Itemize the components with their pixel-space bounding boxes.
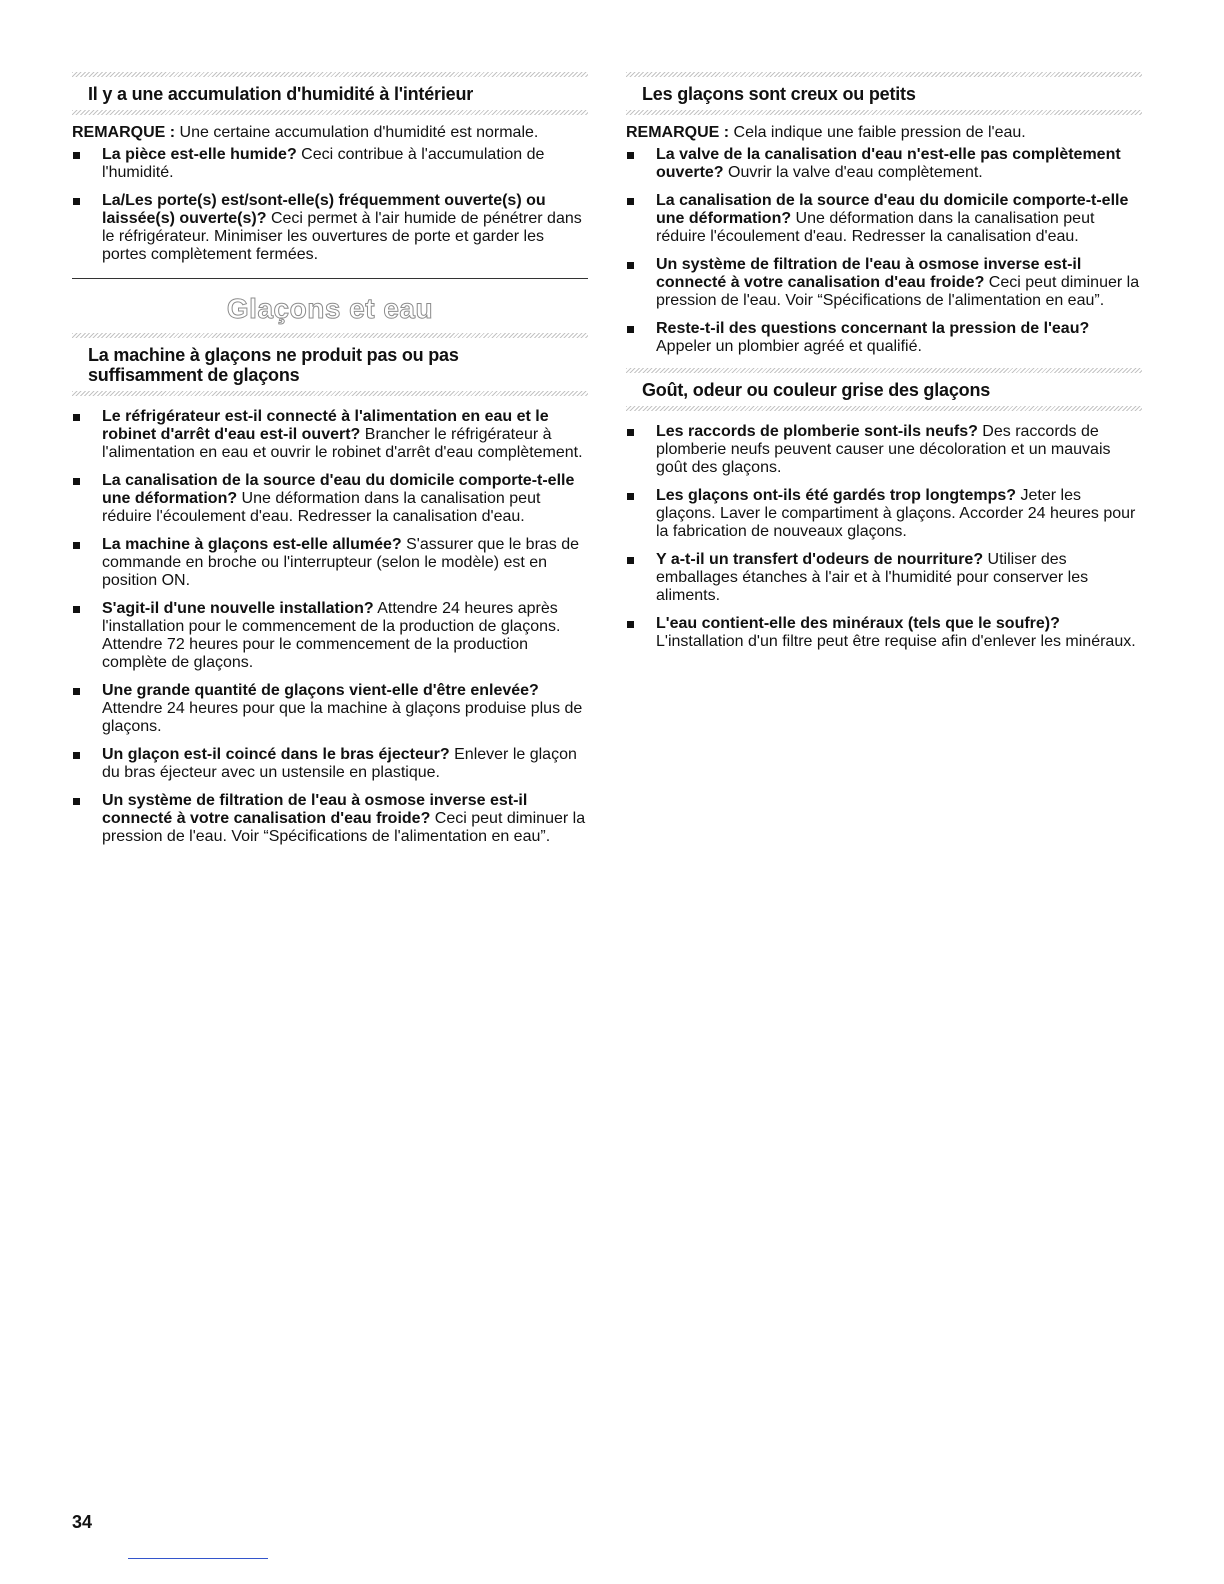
list-item: [72, 146, 588, 182]
bullet-icon: [627, 152, 634, 159]
item-question: Y a-t-il un transfert d'odeurs de nourriture?: [656, 551, 984, 568]
bullet-icon: [627, 429, 634, 436]
item-answer: Ceci peut diminuer la pression de l'eau. Voir “Spécifications de l'alimentation en eau”.: [102, 810, 586, 845]
item-answer: Jeter les glaçons. Laver le compartiment à glaçons. Accorder 24 heures pour la fabrication de nouveaux glaçons.: [656, 487, 1136, 540]
list-item: [72, 682, 588, 736]
hatch-rule-bottom: [626, 406, 1142, 411]
item-question: La pièce est-elle humide?: [102, 146, 297, 163]
page-number: 34: [72, 1512, 93, 1532]
item-question: Les glaçons ont-ils été gardés trop longtemps?: [656, 487, 1017, 504]
item-answer: Des raccords de plomberie neufs peuvent causer une décoloration et un mauvais goût des glaçons.: [656, 423, 1111, 476]
list-item: [72, 792, 588, 846]
bullet-icon: [73, 152, 80, 159]
item-list: [72, 146, 588, 264]
remark-text: Une certaine accumulation d'humidité est normale.: [175, 124, 539, 141]
item-answer: Attendre 24 heures pour que la machine à glaçons produise plus de glaçons.: [102, 700, 583, 735]
section-header-taste-odor: [626, 368, 1142, 411]
bullet-icon: [627, 198, 634, 205]
bullet-icon: [627, 493, 634, 500]
remark: [72, 123, 588, 142]
item-answer: Ceci permet à l'air humide de pénétrer dans le réfrigérateur. Minimiser les ouvertures de porte et garder les portes complètement fermées.: [102, 210, 582, 263]
item-answer: Enlever le glaçon du bras éjecteur avec un ustensile en plastique.: [102, 746, 577, 781]
list-item: [626, 320, 1142, 356]
item-question: S'agit-il d'une nouvelle installation?: [102, 600, 374, 617]
bullet-icon: [73, 478, 80, 485]
list-item: [626, 423, 1142, 477]
item-answer: Une déformation dans la canalisation peut réduire l'écoulement d'eau. Redresser la canalisation d'eau.: [102, 490, 541, 525]
bullet-icon: [73, 606, 80, 613]
bullet-icon: [627, 621, 634, 628]
section-title: Les glaçons sont creux ou petits: [642, 84, 916, 104]
right-column: [626, 0, 1142, 661]
item-question: Un système de filtration de l'eau à osmose inverse est-il connecté à votre canalisation d'eau froide?: [656, 256, 1082, 291]
section-header-hollow-cubes: [626, 72, 1142, 115]
bullet-icon: [73, 542, 80, 549]
bullet-icon: [627, 262, 634, 269]
bullet-icon: [627, 557, 634, 564]
list-item: [72, 536, 588, 590]
item-question: La/Les porte(s) est/sont-elle(s) fréquemment ouverte(s) ou laissée(s) ouverte(s)?: [102, 192, 546, 227]
item-question: L'eau contient-elle des minéraux (tels que le soufre)?: [656, 615, 1060, 632]
bullet-icon: [627, 326, 634, 333]
item-list: [626, 423, 1142, 651]
section-title: Goût, odeur ou couleur grise des glaçons: [642, 380, 991, 400]
item-question: La canalisation de la source d'eau du domicile comporte-t-elle une déformation?: [656, 192, 1129, 227]
bullet-icon: [73, 798, 80, 805]
section-header-humidity: [72, 72, 588, 115]
remark: [626, 123, 1142, 142]
footer-rule: [128, 1558, 268, 1559]
item-answer: Brancher le réfrigérateur à l'alimentation en eau et ouvrir le robinet d'arrêt d'eau complètement.: [102, 426, 583, 461]
section-title: Il y a une accumulation d'humidité à l'intérieur: [88, 84, 474, 104]
item-question: Reste-t-il des questions concernant la pression de l'eau?: [656, 320, 1090, 337]
list-item: [72, 408, 588, 462]
item-answer: Ceci peut diminuer la pression de l'eau. Voir “Spécifications de l'alimentation en eau”.: [656, 274, 1140, 309]
list-item: [72, 472, 588, 526]
section-header-ice-maker: [72, 333, 588, 396]
list-item: [72, 600, 588, 672]
item-answer: S'assurer que le bras de commande en broche ou l'interrupteur (selon le modèle) est en position ON.: [102, 536, 580, 589]
list-item: [626, 192, 1142, 246]
item-question: Le réfrigérateur est-il connecté à l'alimentation en eau et le robinet d'arrêt d'eau est-il ouvert?: [102, 408, 549, 443]
item-question: Un système de filtration de l'eau à osmose inverse est-il connecté à votre canalisation d'eau froide?: [102, 792, 528, 827]
item-answer: Ceci contribue à l'accumulation de l'humidité.: [102, 146, 545, 181]
list-item: [626, 615, 1142, 651]
list-item: [626, 487, 1142, 541]
item-answer: Appeler un plombier agréé et qualifié.: [656, 338, 922, 355]
item-answer: Ouvrir la valve d'eau complètement.: [723, 164, 983, 181]
item-list: [72, 408, 588, 846]
item-answer: Une déformation dans la canalisation peut réduire l'écoulement d'eau. Redresser la canalisation d'eau.: [656, 210, 1095, 245]
bullet-icon: [73, 414, 80, 421]
item-question: Un glaçon est-il coincé dans le bras éjecteur?: [102, 746, 450, 763]
item-question: La canalisation de la source d'eau du domicile comporte-t-elle une déformation?: [102, 472, 575, 507]
list-item: [626, 146, 1142, 182]
hatch-rule-bottom: [72, 110, 588, 115]
remark-text: Cela indique une faible pression de l'eau.: [729, 124, 1026, 141]
item-question: La valve de la canalisation d'eau n'est-elle pas complètement ouverte?: [656, 146, 1121, 181]
item-list: [626, 146, 1142, 356]
bullet-icon: [73, 198, 80, 205]
hatch-rule-bottom: [72, 391, 588, 396]
hatch-rule-bottom: [626, 110, 1142, 115]
item-answer: Utiliser des emballages étanches à l'air et à l'humidité pour conserver les aliments.: [656, 551, 1089, 604]
bullet-icon: [73, 752, 80, 759]
remark-label: REMARQUE :: [72, 124, 176, 141]
section-title: La machine à glaçons ne produit pas ou pas suffisamment de glaçons: [88, 345, 459, 385]
bullet-icon: [73, 688, 80, 695]
list-item: [626, 551, 1142, 605]
item-answer: L'installation d'un filtre peut être requise afin d'enlever les minéraux.: [656, 633, 1136, 650]
list-item: [626, 256, 1142, 310]
item-question: Les raccords de plomberie sont-ils neufs?: [656, 423, 978, 440]
chapter-title: Glaçons et eau: [226, 293, 434, 324]
list-item: [72, 746, 588, 782]
list-item: [72, 192, 588, 264]
item-answer: Attendre 24 heures après l'installation pour le commencement de la production de glaçons. Attendre 72 heures pour le commencement de la production complète de glaçons.: [102, 600, 561, 671]
remark-label: REMARQUE :: [626, 124, 730, 141]
left-column: [72, 0, 588, 856]
item-question: La machine à glaçons est-elle allumée?: [102, 536, 402, 553]
item-question: Une grande quantité de glaçons vient-elle d'être enlevée?: [102, 682, 539, 699]
